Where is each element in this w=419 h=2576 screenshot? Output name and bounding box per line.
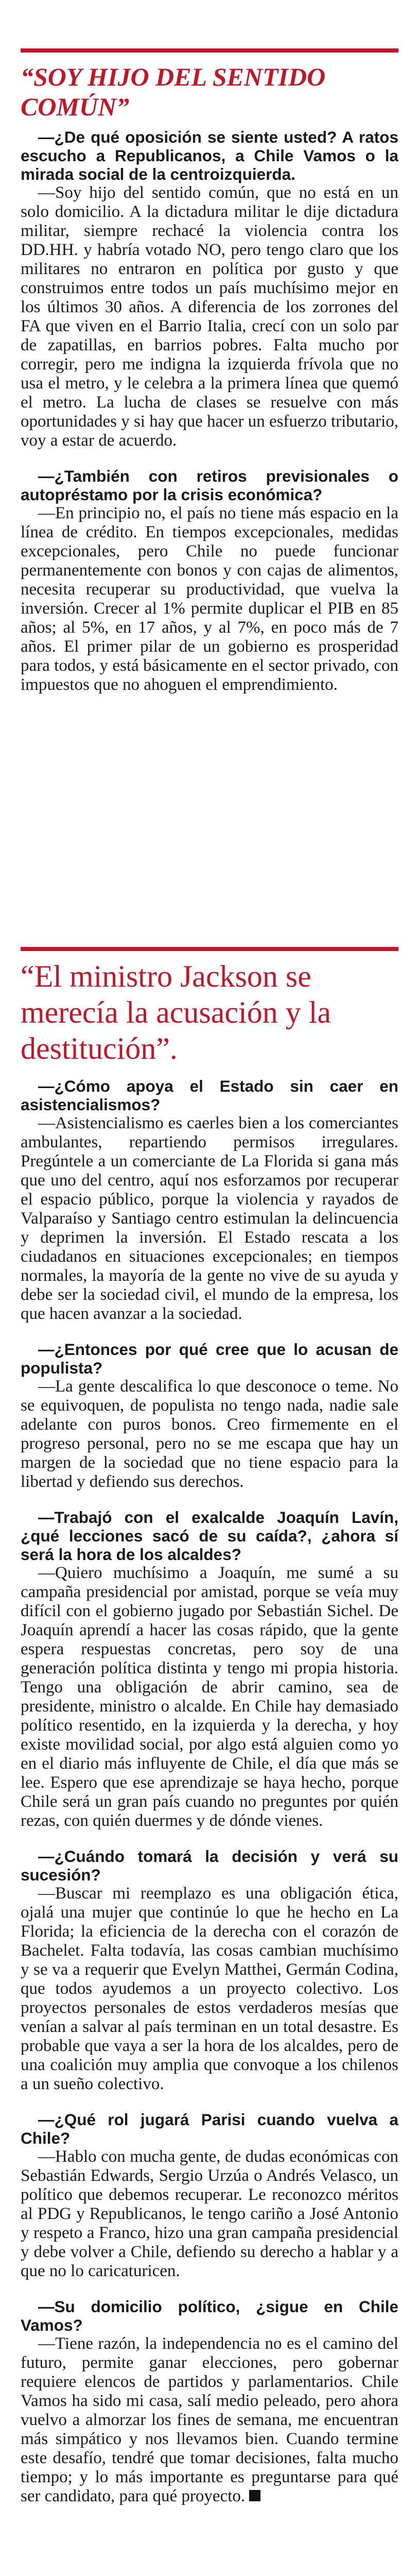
question-5: —Trabajó con el exalcalde Joaquín Lavín, ¿qué lecciones sacó de su caída?, ¿ahora sí será la hora de los alcaldes? bbox=[21, 1508, 398, 1564]
middle-red-rule bbox=[21, 947, 398, 951]
answer-8 bbox=[21, 2334, 398, 2506]
answer-4: —La gente descalifica lo que desconoce o teme. No se equivoquen, de populista no tengo nada, nadie sale adelante con puros bonos. Creo firmemente en el progreso personal, pero no se me escapa que hay un margen de la sociedad que no tiene espacio para la libertad y defiendo sus derechos. bbox=[21, 1377, 398, 1491]
answer-2: —En principio no, el país no tiene más espacio en la línea de crédito. En tiempos excepcionales, medidas excepcionales, pero Chile no puede funcionar permanentemente con bonos y con cajas de alimentos, necesita recuperar su productividad, que vuelva la inversión. Crecer al 1% permite duplicar el PIB en 85 años; al 5%, en 17 años, y al 7%, en poco más de 7 años. El primer pilar de un gobierno es prosperidad para todos, y está básicamente en el sector privado, con impuestos que no ahoguen el emprendimiento. bbox=[21, 504, 398, 694]
answer-5: —Quiero muchísimo a Joaquín, me sumé a su campaña presidencial por amistad, porque se veía muy difícil con el gobierno jugado por Sebastián Sichel. De Joaquín aprendí a hacer las cosas rápido, que la gente espera respuestas concretas, pero soy de una generación política distinta y tengo mi propia historia. Tengo una obligación de abrir camino, sea de presidente, ministro o alcalde. En Chile hay demasiado político resentido, en la izquierda y la derecha, y hoy existe movilidad social, por algo está alguien como yo en el diario más influyente de Chile, el día que más se lee. Espero que ese aprendizaje se haya hecho, porque Chile será un gran país cuando no preguntes por quién rezas, con quién duermes y de dónde vienes. bbox=[21, 1564, 398, 1830]
question-1: —¿De qué oposición se siente usted? A ratos escucho a Republicanos, a Chile Vamos o la mirada social de la centroizquierda. bbox=[21, 128, 398, 183]
question-2: —¿También con retiros previsionales o autopréstamo por la crisis económica? bbox=[21, 467, 398, 504]
answer-6: —Buscar mi reemplazo es una obligación ética, ojalá una mujer que continúe lo que he hecho en La Florida; la eficiencia de la derecha con el corazón de Bachelet. Falta todavía, las cosas cambian muchísimo y se va a requerir que Evelyn Matthei, Germán Codina, que todos ayudemos a un proyecto colectivo. Los proyectos personales de estos verdaderos mesías que venían a salvar al país terminan en un total desastre. Es probable que vaya a ser la hora de los alcaldes, pero de una coalición muy amplia que convoque a los chilenos a un sueño colectivo. bbox=[21, 1884, 398, 2093]
question-6: —¿Cuándo tomará la decisión y verá su sucesión? bbox=[21, 1847, 398, 1884]
section-heading-sentido-comun: “SOY HIJO DEL SENTIDO COMÚN” bbox=[21, 62, 326, 121]
answer-7: —Hablo con mucha gente, de dudas económicas con Sebastián Edwards, Sergio Urzúa o Andrés Velasco, un político que debemos recuperar. Le reconozco méritos al PDG y Republicanos, le tengo cariño a José Antonio y respeto a Franco, hizo una gran campaña presidencial y debe volver a Chile, defiendo su derecho a hablar y a que no lo caricaturicen. bbox=[21, 2147, 398, 2280]
answer-3: —Asistencialismo es caerles bien a los comerciantes ambulantes, repartiendo permisos irregulares. Pregúntele a un comerciante de La Florida si gana más que uno del centro, aquí nos esforzamos por recuperar el espacio público, porque la violencia y rayados de Valparaíso y Santiago centro estimulan la delincuencia y deprimen la inversión. El Estado rescata a los ciudadanos en situaciones excepcionales; en tiempos normales, la mayoría de la gente no vive de su ayuda y debe ser la sociedad civil, el mundo de la empresa, los que hacen avanzar a la sociedad. bbox=[21, 1114, 398, 1323]
question-7: —¿Qué rol jugará Parisi cuando vuelva a Chile? bbox=[21, 2110, 398, 2147]
section1-body bbox=[21, 128, 398, 694]
top-red-rule bbox=[21, 48, 398, 53]
question-8: —Su domicilio político, ¿sigue en Chile Vamos? bbox=[21, 2297, 398, 2334]
section2-body bbox=[21, 1077, 398, 2506]
question-3: —¿Cómo apoya el Estado sin caer en asistencialismos? bbox=[21, 1077, 398, 1114]
question-4: —¿Entonces por qué cree que lo acusan de populista? bbox=[21, 1340, 398, 1377]
answer-1: —Soy hijo del sentido común, que no está en un solo domicilio. A la dictadura militar le dije dictadura militar, siempre rechacé la violencia contra los DD.HH. y habría votado NO, pero tengo claro que los militares no entraron en política por gusto y que construimos entre todos un país muchísimo mejor en los últimos 30 años. A diferencia de los zorrones del FA que viven en el Barrio Italia, crecí con un solo par de zapatillas, en barrios pobres. Falta mucho por corregir, pero me indigna la izquierda frívola que no usa el metro, y le celebra a la primera línea que quemó el metro. La lucha de clases se resuelve con más oportunidades y si hay que hacer un esfuerzo tributario, voy a estar de acuerdo. bbox=[21, 183, 399, 450]
end-of-article-square-icon bbox=[249, 2490, 260, 2501]
pull-quote-heading: “El ministro Jackson se merecía la acusación y la destitución”. bbox=[21, 959, 331, 1065]
answer-8-text: —Tiene razón, la independencia no es el camino del futuro, permite ganar elecciones, pero gobernar requiere elencos de partidos y parlamentarios. Chile Vamos ha sido mi casa, salí medio peleado, pero ahora vuelvo a almorzar los fines de semana, me encuentran más simpático y nos llevamos bien. Cuando termine este desafío, tendré que tomar decisiones, falta mucho tiempo; y lo más importante es preguntarse para qué ser candidato, para qué proyecto. bbox=[21, 2334, 398, 2505]
